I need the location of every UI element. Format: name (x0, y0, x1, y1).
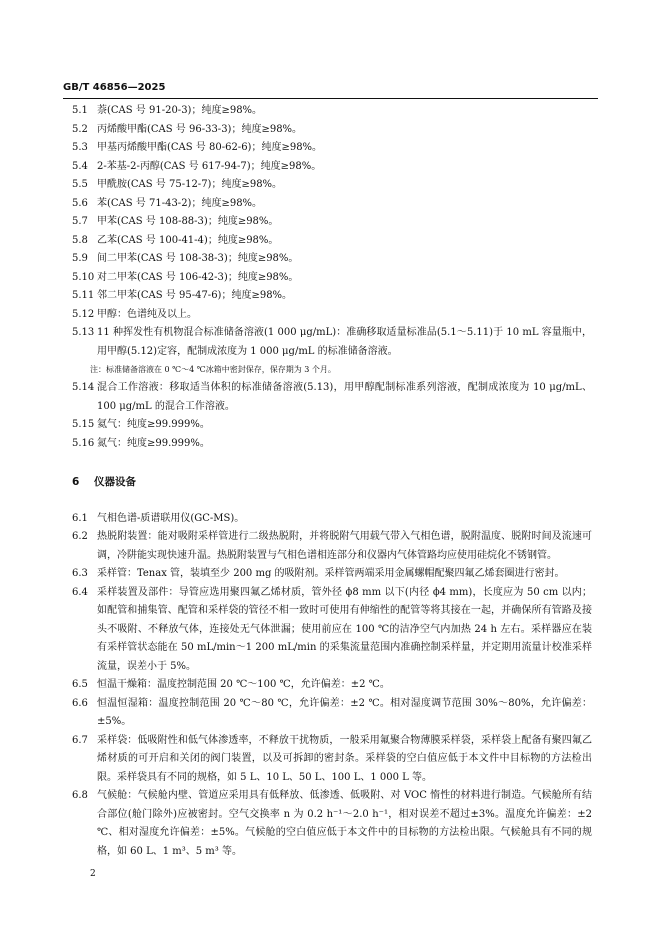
clause-number: 6.5 (72, 679, 88, 690)
clause (72, 195, 592, 214)
clause-number: 5.7 (72, 216, 88, 227)
clause-text: 氦气：纯度≥99.999%。 (97, 419, 210, 430)
clause-text: 邻二甲苯(CAS 号 95-47-6)；纯度≥98%。 (97, 290, 293, 301)
standard-code: GB/T 46856—2025 (63, 82, 166, 93)
clause (72, 287, 592, 306)
page-number: 2 (90, 869, 96, 879)
clause (72, 510, 592, 529)
clause-number: 5.9 (72, 253, 88, 264)
clause-number: 5.1 (72, 105, 88, 116)
clause (72, 695, 592, 732)
clause-number: 5.5 (72, 179, 88, 190)
clause-text: 热脱附装置：能对吸附采样管进行二级热脱附，并将脱附气用载气带入气相色谱，脱附温度、脱附时间及流速可调，冷阱能实现快速升温。热脱附装置与气相色谱相连部分和仪器内气体管路均应使用硅烷化不锈钢管。 (97, 531, 592, 561)
clause-number: 5.16 (72, 437, 95, 449)
clause-text: 采样管：Tenax 管，装填至少 200 mg 的吸附剂。采样管两端采用金属螺帽配聚四氟乙烯套圈进行密封。 (97, 568, 565, 579)
clause-text: 11 种挥发性有机物混合标准储备溶液(1 000 μg/mL)：准确移取适量标准品(5.1～5.11)于 10 mL 容量瓶中，用甲醇(5.12)定容，配制成浓度为 1 000 μg/mL 的标准储备溶液。 (97, 327, 592, 357)
clause-text: 丙烯酸甲酯(CAS 号 96-33-3)；纯度≥98%。 (97, 123, 303, 135)
header-rule (63, 98, 598, 99)
equipment-list (72, 510, 592, 862)
clause-text: 乙苯(CAS 号 100-41-4)；纯度≥98%。 (97, 234, 279, 246)
clause-number: 5.11 (72, 290, 95, 301)
clause (72, 306, 592, 325)
clause (72, 324, 592, 361)
clause (72, 565, 592, 584)
clause-text: 2-苯基-2-丙醇(CAS 号 617-94-7)；纯度≥98%。 (97, 160, 322, 172)
clause (72, 250, 592, 269)
clause-number: 6.3 (72, 568, 88, 579)
clause (72, 139, 592, 158)
clause (72, 528, 592, 565)
clause (72, 379, 592, 416)
clause-number: 5.13 (72, 327, 95, 338)
clause-number: 5.4 (72, 160, 88, 172)
clause-text: 恒温恒湿箱：温度控制范围 20 ℃～80 ℃，允许偏差：±2 ℃。相对湿度调节范围 30%～80%，允许偏差：±5%。 (97, 697, 592, 727)
clause (72, 732, 592, 788)
clause-number: 6.7 (72, 734, 88, 746)
clause-number: 5.10 (72, 271, 95, 283)
clause-number: 5.8 (72, 234, 88, 246)
clause-text: 恒温干燥箱：温度控制范围 20 ℃～100 ℃，允许偏差：±2 ℃。 (97, 679, 390, 690)
clause (72, 584, 592, 677)
reagent-list-continued (72, 379, 592, 453)
clause (72, 232, 592, 251)
reagent-list (72, 102, 592, 361)
clause (72, 269, 592, 288)
clause-number: 5.12 (72, 308, 95, 320)
clause (72, 435, 592, 454)
clause-number: 5.15 (72, 419, 95, 430)
clause-text: 气相色谱-质谱联用仪(GC-MS)。 (97, 512, 245, 524)
clause (72, 787, 592, 861)
clause-text: 采样装置及部件：导管应选用聚四氟乙烯材质，管外径 ϕ8 mm 以下(内径 ϕ4 mm)，长度应为 50 cm 以内；如配管和捕集管、配管和采样袋的管径不相一致时可使用有伸缩性的配管等将其接在一起，并确保所有管路及接头不吸附、不释放气体，连接处无气体泄漏；使用前应在 100 ℃的洁净空气内加热 24 h 左右。采样器应在装有采样管状态能在 50 mL/min～1 200 mL/min 的采集流量范围内准确控制采样量，并定期用流量计校准采样流量，误差小于 5%。 (97, 586, 592, 672)
clause-number: 5.6 (72, 197, 88, 209)
clause (72, 158, 592, 177)
clause-number: 5.14 (72, 382, 95, 393)
clause (72, 416, 592, 435)
clause-number: 6.4 (72, 586, 88, 598)
clause-text: 氮气：纯度≥99.999%。 (97, 437, 210, 449)
clause (72, 213, 592, 232)
clause-text: 气候舱：气候舱内壁、管道应采用具有低释放、低渗透、低吸附、对 VOC 惰性的材料进行制造。气候舱所有结合部位(舱门除外)应被密封。空气交换率 n 为 0.2 h⁻¹～2.0 h⁻¹，相对误差不超过±3%。温度允许偏差：±2 ℃、相对湿度允许偏差：±5%。气候舱的空白值应低于本文件中的目标物的方法检出限。气候舱具有不同的规格，如 60 L、1 m³、5 m³ 等。 (97, 790, 592, 857)
clause-number: 6.1 (72, 512, 88, 524)
clause-text: 采样袋：低吸附性和低气体渗透率，不释放干扰物质，一般采用氟聚合物薄膜采样袋，采样袋上配备有聚四氟乙烯材质的可开启和关闭的阀门装置，以及可拆卸的密封条。采样袋的空白值应低于本文件中目标物的方法检出限。采样袋具有不同的规格，如 5 L、10 L、50 L、100 L、1 000 L 等。 (97, 734, 592, 783)
clause-text: 苯(CAS 号 71-43-2)；纯度≥98%。 (97, 197, 263, 209)
clause-text: 间二甲苯(CAS 号 108-38-3)；纯度≥98%。 (97, 253, 299, 264)
clause-text: 甲苯(CAS 号 108-88-3)；纯度≥98%。 (97, 216, 279, 227)
section-heading (72, 473, 592, 492)
section-title: 仪器设备 (94, 476, 136, 488)
clause-text: 对二甲苯(CAS 号 106-42-3)；纯度≥98%。 (97, 271, 299, 283)
clause-number: 5.2 (72, 123, 88, 135)
storage-note: 注：标准储备溶液在 0 ℃～4 ℃冰箱中密封保存，保存期为 3 个月。 (90, 365, 336, 374)
clause-number: 6.8 (72, 790, 88, 801)
clause-number: 6.6 (72, 697, 88, 709)
clause-text: 萘(CAS 号 91-20-3)；纯度≥98%。 (97, 105, 263, 116)
clause-text: 甲酰胺(CAS 号 75-12-7)；纯度≥98%。 (97, 179, 283, 190)
section-number: 6 (72, 476, 80, 488)
clause (72, 102, 592, 121)
clause-number: 5.3 (72, 142, 88, 153)
clause-text: 混合工作溶液：移取适当体积的标准储备溶液(5.13)，用甲醇配制标准系列溶液，配制成浓度为 10 μg/mL、100 μg/mL 的混合工作溶液。 (97, 382, 592, 412)
clause (72, 176, 592, 195)
clause-number: 6.2 (72, 531, 88, 542)
clause-text: 甲醇：色谱纯及以上。 (97, 308, 197, 320)
clause (72, 676, 592, 695)
document-body (72, 102, 592, 861)
clause (72, 121, 592, 140)
clause-text: 甲基丙烯酸甲酯(CAS 号 80-62-6)；纯度≥98%。 (97, 142, 323, 153)
